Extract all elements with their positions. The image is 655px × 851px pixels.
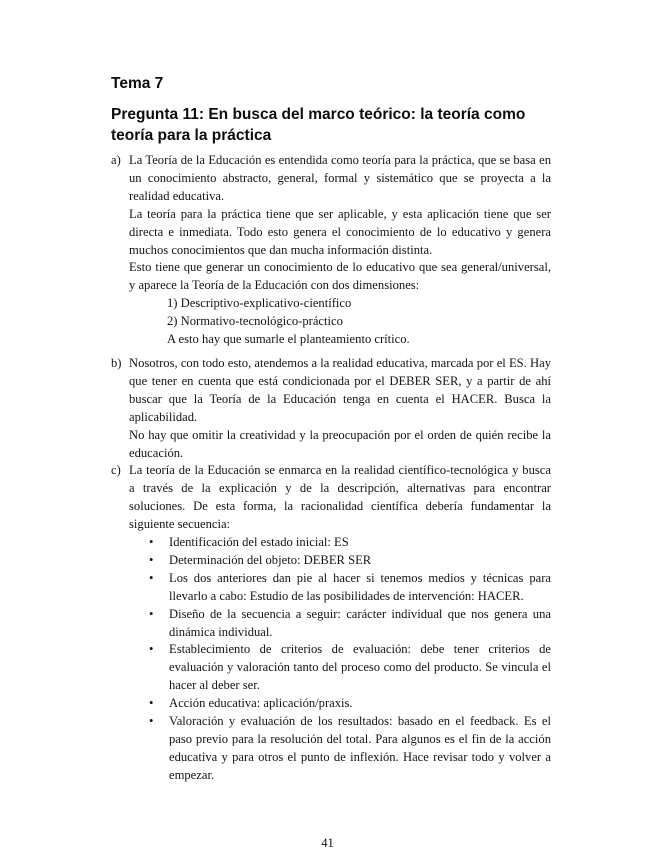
sequence-item bbox=[149, 695, 551, 713]
bullet-icon: • bbox=[149, 535, 154, 550]
sequence-item bbox=[149, 713, 551, 785]
bullet-icon: • bbox=[149, 570, 154, 585]
dimension-item: 2) Normativo-tecnológico-práctico bbox=[167, 314, 343, 329]
sequence-item-text: Establecimiento de criterios de evaluación: debe tener criterios de evaluación y valoración tanto del proceso como del producto. Se vincula el hacer al deber ser. bbox=[169, 642, 551, 693]
section-b-paragraph-1: Nosotros, con todo esto, atendemos a la realidad educativa, marcada por el ES. Hay que tener en cuenta que está condicionada por el DEBER SER, y a partir de ahí buscar que la Teoría de la Educación tenga en cuenta el HACER. Busca la aplicabilidad. bbox=[129, 355, 551, 424]
dimension-item: 1) Descriptivo-explicativo-científico bbox=[167, 296, 352, 311]
sequence-item-text: Los dos anteriores dan pie al hacer si tenemos medios y técnicas para llevarlo a cabo: Estudio de las posibilidades de intervención: HACER. bbox=[169, 570, 551, 603]
section-a-closing: A esto hay que sumarle el planteamiento crítico. bbox=[167, 332, 410, 347]
section-a-letter: a) bbox=[111, 153, 121, 167]
sequence-item bbox=[149, 534, 551, 552]
section-b bbox=[111, 355, 551, 462]
sequence-item-text: Acción educativa: aplicación/praxis. bbox=[169, 696, 353, 711]
sequence-item bbox=[149, 552, 551, 570]
dimensions-list bbox=[129, 295, 551, 331]
section-b-letter: b) bbox=[111, 355, 122, 370]
section-a-paragraph-1: La Teoría de la Educación es entendida como teoría para la práctica, que se basa en un conocimiento abstracto, general, formal y sistemático que se proyecta a la realidad educativa. bbox=[129, 153, 551, 203]
section-a bbox=[111, 152, 551, 349]
section-a-paragraph-2: La teoría para la práctica tiene que ser aplicable, y esta aplicación tiene que ser directa e inmediata. Todo esto genera el conocimiento de lo educativo y genera muchos conocimientos que dan mucha información distinta. bbox=[129, 206, 551, 257]
bullet-icon: • bbox=[149, 642, 154, 657]
sequence-item-text: Valoración y evaluación de los resultados: basado en el feedback. Es el paso previo para la resolución del total. Para algunos es el fin de la acción educativa y para otros el punto de inflexión. Hace revisar todo y volver a empezar. bbox=[169, 714, 551, 782]
section-a-paragraph-3: Esto tiene que generar un conocimiento de lo educativo que sea general/universal, y aparece la Teoría de la Educación con dos dimensiones: bbox=[129, 260, 551, 293]
section-c-paragraph-1: La teoría de la Educación se enmarca en la realidad científico-tecnológica y busca a través de la explicación y de la descripción, alternativas para encontrar soluciones. De esta forma, la racionalidad científica debería fundamentar la siguiente secuencia: bbox=[129, 463, 551, 532]
page-number: 41 bbox=[321, 836, 334, 850]
bullet-icon: • bbox=[149, 696, 154, 711]
sequence-item-text: Diseño de la secuencia a seguir: carácter individual que nos genera una dinámica individual. bbox=[169, 606, 551, 639]
sequence-item-text: Identificación del estado inicial: ES bbox=[169, 535, 349, 550]
sequence-item-text: Determinación del objeto: DEBER SER bbox=[169, 552, 372, 567]
sequence-item bbox=[149, 641, 551, 695]
section-c-letter: c) bbox=[111, 463, 121, 478]
sequence-item bbox=[149, 606, 551, 642]
bullet-icon: • bbox=[149, 714, 154, 729]
bullet-icon: • bbox=[149, 552, 154, 567]
topic-heading: Tema 7 bbox=[111, 75, 164, 92]
section-b-paragraph-2: No hay que omitir la creatividad y la preocupación por el orden de quién recibe la educación. bbox=[129, 427, 551, 460]
question-heading: Pregunta 11: En busca del marco teórico: la teoría como teoría para la práctica bbox=[111, 106, 526, 144]
bullet-icon: • bbox=[149, 606, 154, 621]
sequence-item bbox=[149, 570, 551, 606]
document-body bbox=[111, 152, 551, 785]
section-c bbox=[111, 462, 551, 784]
sequence-list bbox=[129, 534, 551, 785]
